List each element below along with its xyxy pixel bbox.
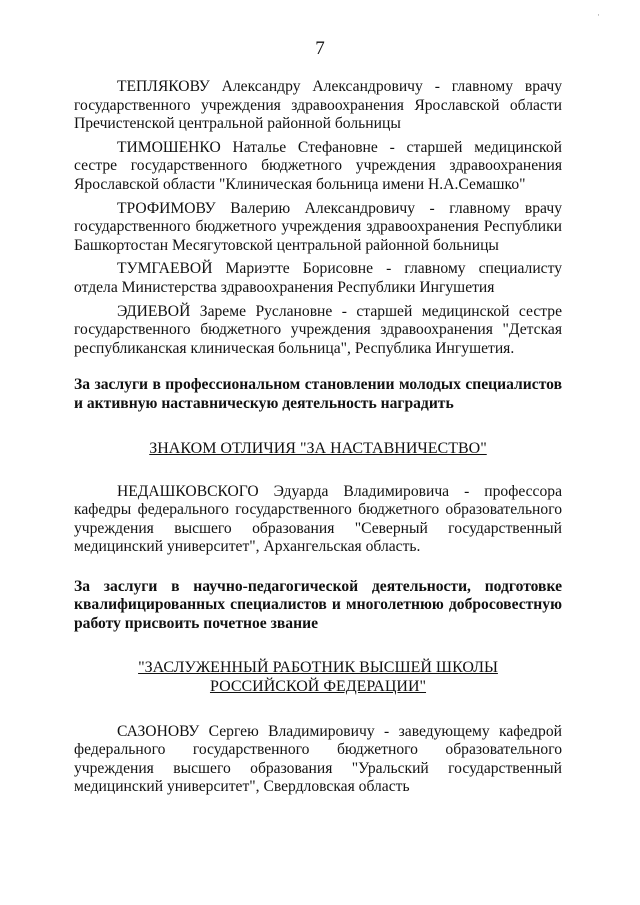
- heading-mentorship-badge: ЗНАКОМ ОТЛИЧИЯ "ЗА НАСТАВНИЧЕСТВО": [149, 439, 487, 457]
- heading-honorary-title: [74, 658, 562, 696]
- decree-mentorship: За заслуги в профессиональном становлении молодых специалистов и активную наставническую деятельность наградить: [74, 376, 562, 412]
- award-entry-timoshenko: ТИМОШЕНКО Наталье Стефановне - старшей медицинской сестре государственного бюджетного учреждения здравоохранения Ярославской области "Клиническая больница имени Н.А.Семашко": [74, 138, 562, 193]
- corner-mark: ·: [597, 10, 600, 20]
- award-entry-edieva: ЭДИЕВОЙ Зареме Руслановне - старшей медицинской сестре государственного бюджетного учреждения здравоохранения "Детская республиканская клиническая больница", Республика Ингушетия.: [74, 302, 562, 357]
- decree-honorary-title: За заслуги в научно-педагогической деятельности, подготовке квалифицированных специалистов и многолетнюю добросовестную работу присвоить почетное звание: [74, 577, 562, 633]
- page-number: 7: [315, 38, 325, 59]
- award-entry-nedashkovsky: НЕДАШКОВСКОГО Эдуарда Владимировича - профессора кафедры федерального государственного бюджетного образовательного учреждения высшего образования "Северный государственный медицинский университет", Архангельская область.: [74, 482, 562, 556]
- document-body: [74, 78, 562, 802]
- heading-honorary-title-line-1: "ЗАСЛУЖЕННЫЙ РАБОТНИК ВЫСШЕЙ ШКОЛЫ: [138, 658, 498, 676]
- award-entry-tumgaeva: ТУМГАЕВОЙ Мариэтте Борисовне - главному специалисту отдела Министерства здравоохранения Республики Ингушетия: [74, 260, 562, 296]
- award-entry-teplyakov: ТЕПЛЯКОВУ Александру Александровичу - главному врачу государственного учреждения здравоохранения Ярославской области Пречистенской центральной районной больницы: [74, 78, 562, 133]
- award-entry-trofimov: ТРОФИМОВУ Валерию Александровичу - главному врачу государственного бюджетного учреждения здравоохранения Республики Башкортостан Месягутовской центральной районной больницы: [74, 199, 562, 254]
- heading-honorary-title-line-2: РОССИЙСКОЙ ФЕДЕРАЦИИ": [209, 677, 427, 695]
- award-entry-sazonov: САЗОНОВУ Сергею Владимировичу - заведующему кафедрой федерального государственного бюджетного образовательного учреждения высшего образования "Уральский государственный медицинский университет", Свердловская область: [74, 722, 562, 796]
